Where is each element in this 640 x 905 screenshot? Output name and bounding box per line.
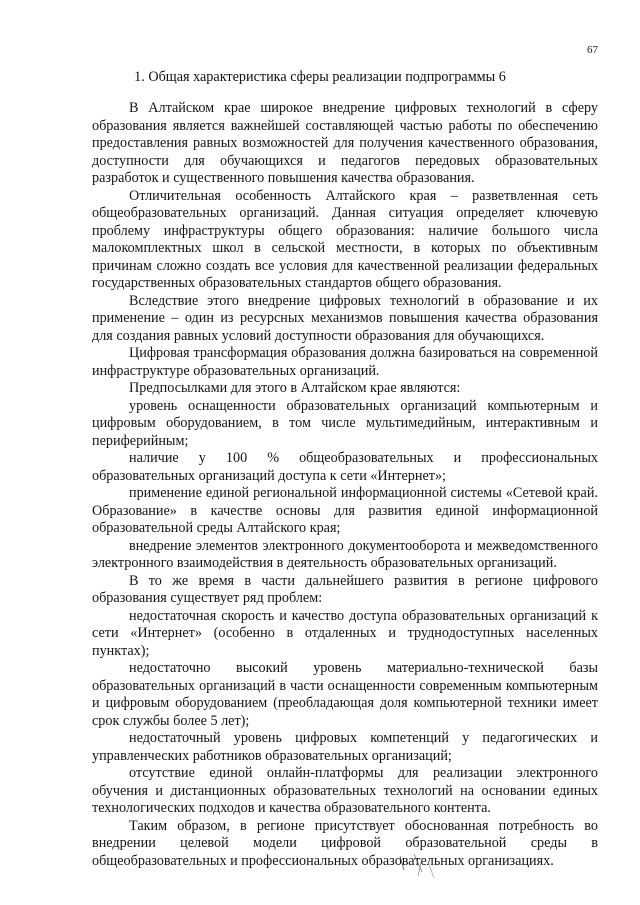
problem-item-material-base: недостаточно высокий уровень материально-технической базы образовательных организаций в части оснащенности современным компьютерным и цифровым оборудованием (преобладающая доля компьютерной техники имеет срок службы более 5 лет);: [92, 660, 598, 729]
paragraph-1: В Алтайском крае широкое внедрение цифровых технологий в сферу образования является важнейшей составляющей частью работы по обеспечению предоставления равных возможностей для получения качественного образования, доступности для обучающихся и педагогов передовых образовательных разработок и существенного повышения качества образования.: [92, 100, 598, 186]
problem-item-online-platform: отсутствие единой онлайн-платформы для реализации электронного обучения и дистанционных образовательных технологий на основании единых технологических подходов и качества образовательного контента.: [92, 765, 598, 816]
paragraph-5: Предпосылками для этого в Алтайском крае являются:: [129, 380, 461, 396]
paragraph-3: Вследствие этого внедрение цифровых технологий в образование и их применение – один из ресурсных механизмов повышения качества образования для создания равных условий доступности образования для обучающихся.: [92, 292, 598, 344]
paragraph-conclusion: Таким образом, в регионе присутствует обоснованная потребность во внедрении целевой модели цифровой образовательной среды в общеобразовательных и профессиональных образовательных организациях.: [92, 817, 598, 869]
pen-scribble-mark: [392, 852, 452, 882]
page-number: 67: [587, 44, 598, 56]
problem-item-internet-speed: недостаточная скорость и качество доступа образовательных организаций к сети «Интернет» (особенно в отдаленных и труднодоступных населенных пунктах);: [92, 607, 598, 659]
paragraph-2: Отличительная особенность Алтайского края – разветвленная сеть общеобразовательных организаций. Данная ситуация определяет ключевую проблему инфраструктуры общего образования: наличие большого числа малокомплектных школ в сельской местности, в которых по объективным причинам сложно создать все условия для качественной реализации федеральных государственных образовательных стандартов общего образования.: [92, 187, 598, 291]
list-item-internet-access: наличие у 100 % общеобразовательных и профессиональных образовательных организаций доступа к сети «Интернет»;: [92, 450, 598, 484]
list-item-equipment: уровень оснащенности образовательных организаций компьютерным и цифровым оборудованием, в том числе мультимедийным, интерактивным и периферийным;: [92, 397, 598, 449]
paragraph-4: Цифровая трансформация образования должна базироваться на современной инфраструктуре образовательных организаций.: [92, 345, 598, 379]
list-item-e-document-flow: внедрение элементов электронного документооборота и межведомственного электронного взаимодействия в деятельность образовательных организаций.: [92, 537, 598, 571]
paragraph-problems-intro: В то же время в части дальнейшего развития в регионе цифрового образования существует ряд проблем:: [92, 572, 598, 606]
body-text: [92, 100, 598, 870]
section-heading: 1. Общая характеристика сферы реализации подпрограммы 6: [134, 69, 506, 85]
list-item-info-system: применение единой региональной информационной системы «Сетевой край. Образование» в качестве основы для развития единой информационной образовательной среды Алтайского края;: [92, 485, 598, 536]
problem-item-digital-competence: недостаточный уровень цифровых компетенций у педагогических и управленческих работников образовательных организаций;: [92, 730, 598, 764]
